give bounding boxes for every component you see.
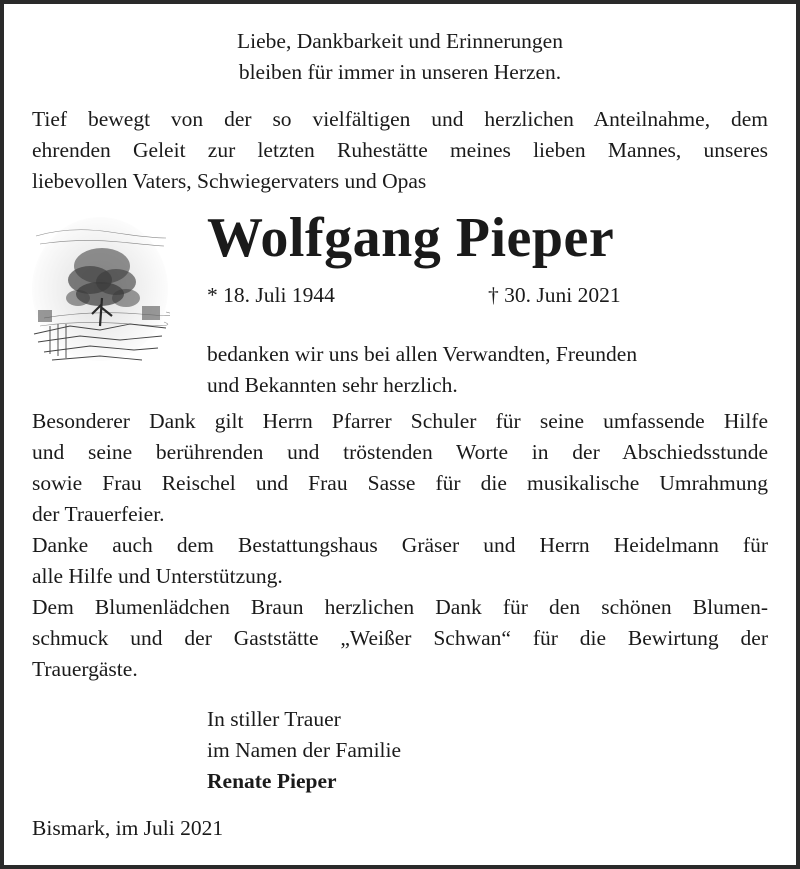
thanks-line-2: und Bekannten sehr herzlich. <box>207 373 458 397</box>
motto-line-2: bleiben für immer in unseren Herzen. <box>238 60 562 84</box>
body-line-8: schmuck und der Gaststätte „Weißer Schwan“ für die Bewirtung der <box>32 626 768 650</box>
tree-landscape-icon <box>30 214 170 374</box>
body-line-4: der Trauerfeier. <box>32 502 165 526</box>
closing-line-2: im Namen der Familie <box>207 738 402 762</box>
body-line-3: sowie Frau Reischel und Frau Sasse für die musikalische Umrahmung <box>32 471 768 495</box>
deceased-name: Wolfgang Pieper <box>207 207 615 269</box>
body-line-2: und seine berührenden und tröstenden Worte in der Abschiedsstunde <box>32 440 768 464</box>
body-line-7: Dem Blumenlädchen Braun herzlichen Dank für den schönen Blumen- <box>32 595 768 619</box>
intro-line-1: Tief bewegt von der so vielfältigen und herzlichen Anteilnahme, dem <box>32 107 768 131</box>
body-line-5: Danke auch dem Bestattungshaus Gräser und Herrn Heidelmann für <box>32 533 768 557</box>
death-date: † 30. Juni 2021 <box>488 283 621 307</box>
place-date: Bismark, im Juli 2021 <box>32 816 224 840</box>
motto-line-1: Liebe, Dankbarkeit und Erinnerungen <box>237 29 563 53</box>
intro-line-3: liebevollen Vaters, Schwiegervaters und Opas <box>32 169 427 193</box>
signer-name: Renate Pieper <box>207 769 337 793</box>
body-line-9: Trauergäste. <box>32 657 138 681</box>
closing-line-1: In stiller Trauer <box>207 707 341 731</box>
birth-date: * 18. Juli 1944 <box>207 283 335 307</box>
intro-line-2: ehrenden Geleit zur letzten Ruhestätte meines lieben Mannes, unseres <box>32 138 768 162</box>
body-line-1: Besonderer Dank gilt Herrn Pfarrer Schuler für seine umfassende Hilfe <box>32 409 768 433</box>
thanks-line-1: bedanken wir uns bei allen Verwandten, Freunden <box>207 342 638 366</box>
body-line-6: alle Hilfe und Unterstützung. <box>32 564 283 588</box>
